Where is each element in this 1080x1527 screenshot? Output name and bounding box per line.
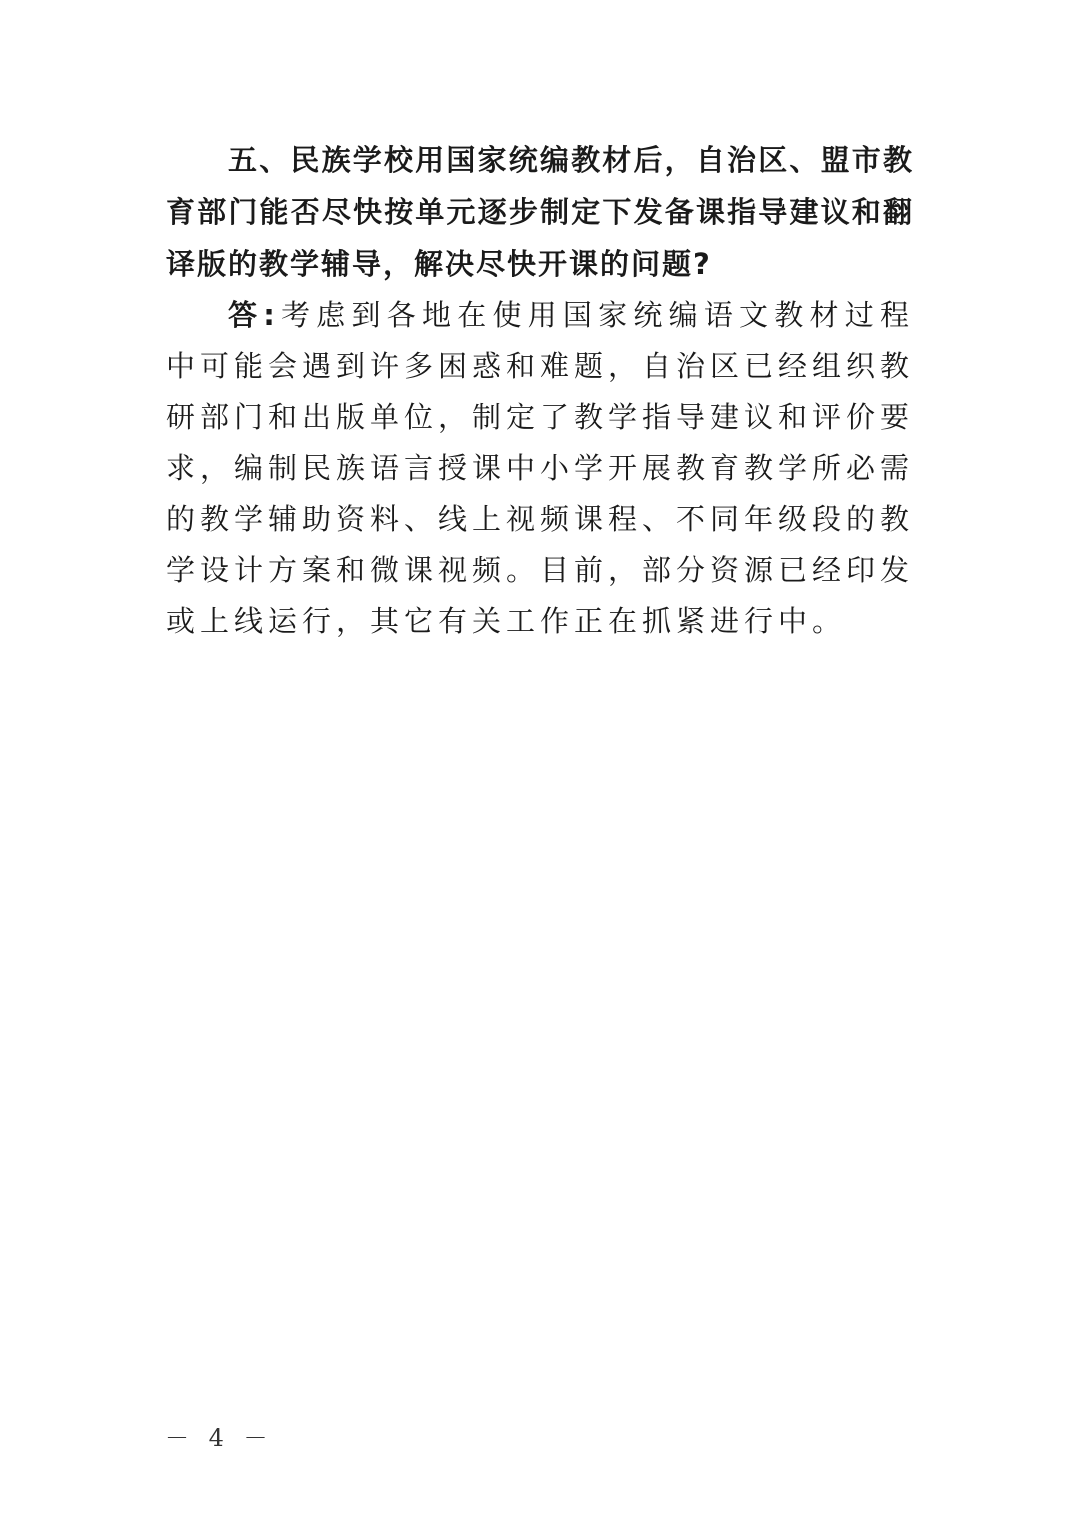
answer-text: 考虑到各地在使用国家统编语文教材过程中可能会遇到许多困惑和难题，自治区已经组织教研部门和出版单位，制定了教学指导建议和评价要求，编制民族语言授课中小学开展教育教学所必需的教学辅助资料、线上视频课程、不同年级段的教学设计方案和微课视频。目前，部分资源已经印发或上线运行，其它有关工作正在抓紧进行中。 (166, 298, 915, 638)
question-paragraph: 五、民族学校用国家统编教材后，自治区、盟市教育部门能否尽快按单元逐步制定下发备课指导建议和翻译版的教学辅导，解决尽快开课的问题? (166, 143, 914, 281)
document-body (166, 134, 914, 647)
page-number: － 4 － (165, 1424, 274, 1452)
answer-label: 答: (228, 298, 280, 332)
answer-paragraph (166, 290, 914, 647)
